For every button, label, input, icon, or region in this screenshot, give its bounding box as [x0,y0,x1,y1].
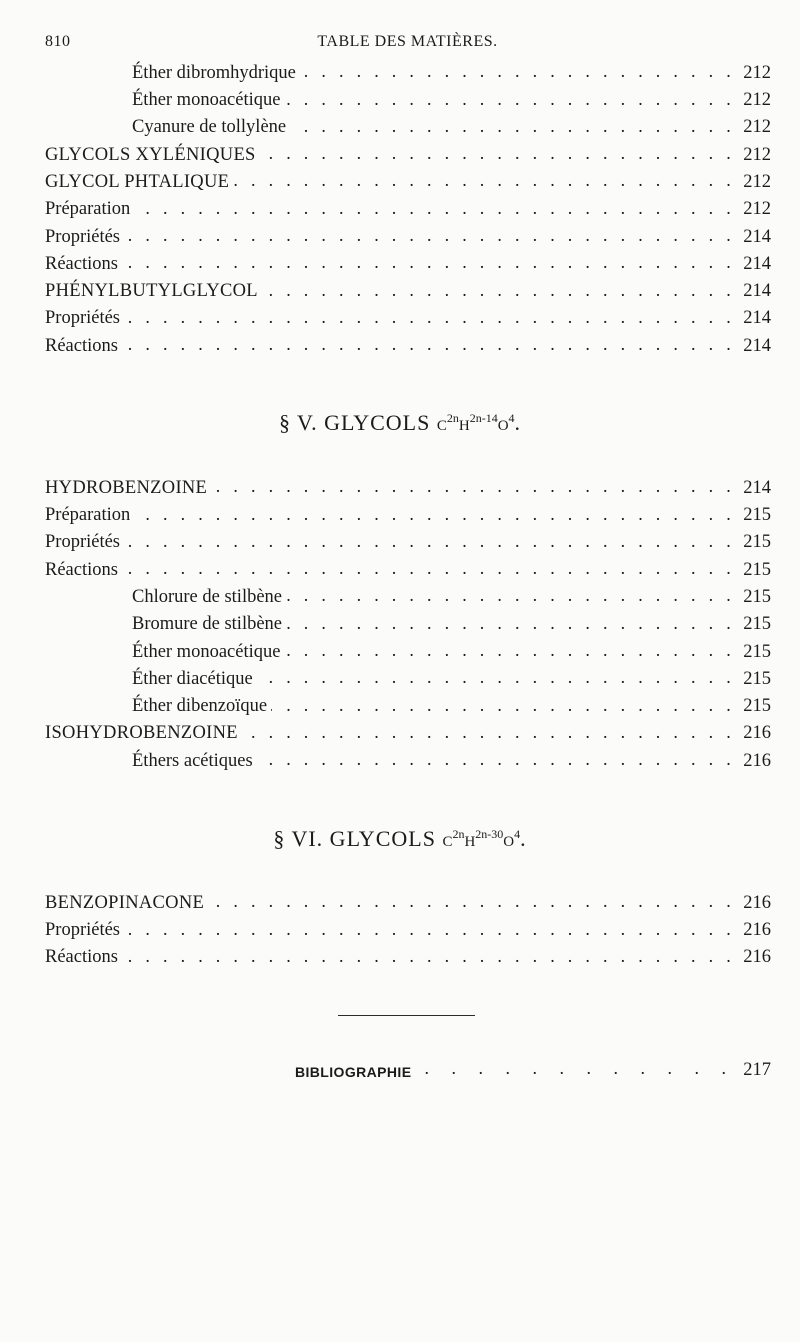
toc-entry-page: 215 [743,614,771,635]
toc-entry-page: 212 [743,117,771,138]
toc-entry-label: Réactions [45,253,118,274]
toc-entry-page: 214 [743,253,771,274]
toc-entry-page: 214 [743,226,771,247]
formula-c: C [436,418,447,434]
dot-leader [122,947,735,965]
page-header [45,33,770,55]
toc-entry[interactable] [45,137,771,164]
toc-entry[interactable] [45,328,771,355]
section-vi-prefix: § VI. GLYCOLS [273,826,443,851]
toc-entry-label: BIBLIOGRAPHIE [295,1064,412,1081]
dot-leader [124,226,735,244]
dot-leader [124,532,735,550]
toc-entry-label: GLYCOL PHTALIQUE [45,171,230,192]
toc-entry-label: ISOHYDROBENZOINE [45,723,238,744]
toc-entry-page: 216 [743,947,771,968]
toc-entry-label: Cyanure de tollylène [132,117,287,138]
toc-entry[interactable] [45,219,771,246]
toc-entry-page: 217 [743,1059,771,1080]
dot-leader [208,892,735,910]
toc-entry[interactable] [45,688,771,715]
dot-leader [242,723,735,741]
dot-leader [122,559,735,577]
dot-leader [415,1059,735,1077]
toc-entry-page: 216 [743,723,771,744]
toc-entry[interactable] [45,743,771,770]
toc-entry-page: 216 [743,920,771,941]
toc-entry-label: Éther diacétique [132,668,253,689]
toc-entry[interactable] [45,55,771,82]
toc-entry[interactable] [45,497,771,524]
toc-entry[interactable] [45,716,771,743]
toc-entry-label: HYDROBENZOINE [45,477,208,498]
section-vi-suffix: . [520,826,527,851]
toc-entry-page: 215 [743,668,771,689]
toc-entry-label: Propriétés [45,532,121,553]
toc-entry[interactable] [45,273,771,300]
section-heading-v [0,410,800,436]
toc-entry[interactable] [45,164,771,191]
section-heading-vi [0,826,800,852]
dot-leader [122,253,735,271]
toc-entry[interactable] [45,301,771,328]
dot-leader [260,144,735,162]
toc-entry-page: 212 [743,199,771,220]
dot-leader [286,586,735,604]
toc-entry-label: Préparation [45,505,131,526]
dot-leader [124,308,735,326]
formula-h: H [464,834,476,850]
dot-leader [122,335,735,353]
formula-h-sup: 2n-14 [469,411,498,425]
toc-entry-label: Réactions [45,335,118,356]
toc-block-top [45,55,771,355]
running-title: TABLE DES MATIÈRES. [317,33,498,50]
formula-c-sup: 2n [452,827,465,841]
toc-entry-page: 212 [743,62,771,83]
toc-entry-page: 215 [743,532,771,553]
formula-c-sup: 2n [446,411,459,425]
toc-entry[interactable] [45,470,771,497]
toc-entry-page: 215 [743,641,771,662]
dot-leader [211,477,735,495]
toc-entry-page: 214 [743,335,771,356]
toc-entry-label: Préparation [45,199,131,220]
toc-entry[interactable] [45,525,771,552]
toc-entry-label: Éther monoacétique [132,641,281,662]
toc-entry-page: 214 [743,308,771,329]
toc-entry-page: 215 [743,559,771,580]
section-v-formula [436,411,515,434]
toc-entry[interactable] [45,634,771,661]
dot-leader [257,668,735,686]
formula-c: C [442,834,453,850]
toc-entry[interactable] [45,82,771,109]
formula-o-sup: 4 [514,827,521,841]
bibliography-block [45,1052,771,1079]
divider-rule [338,1015,475,1016]
dot-leader [290,117,735,135]
toc-entry-label: Chlorure de stilbène [132,586,283,607]
toc-entry-label: Réactions [45,559,118,580]
dot-leader [233,171,735,189]
toc-entry-label: GLYCOLS XYLÉNIQUES [45,144,256,165]
toc-entry-label: Éther dibromhydrique [132,62,296,83]
toc-entry-label: Éther dibenzoïque [132,696,268,717]
section-v-suffix: . [514,410,522,435]
toc-entry-page: 215 [743,586,771,607]
section-v-prefix: § V. GLYCOLS [278,410,437,435]
toc-entry-page: 215 [743,505,771,526]
toc-block-vi [45,885,771,967]
toc-entry[interactable] [45,191,771,218]
toc-entry-label: Éther monoacétique [132,90,281,111]
dot-leader [124,920,735,938]
dot-leader [271,696,735,714]
toc-entry[interactable] [45,661,771,688]
toc-entry-page: 215 [743,696,771,717]
toc-block-v [45,470,771,770]
dot-leader [134,199,735,217]
formula-o-sup: 4 [508,411,515,425]
toc-entry-page: 216 [743,750,771,771]
toc-entry-page: 212 [743,171,771,192]
toc-entry[interactable] [45,579,771,606]
toc-entry[interactable] [45,940,771,967]
toc-entry-page: 212 [743,90,771,111]
toc-entry[interactable] [45,110,771,137]
toc-entry-page: 216 [743,892,771,913]
formula-h: H [458,418,470,434]
toc-entry-label: Éthers acétiques [132,750,253,771]
dot-leader [300,62,735,80]
toc-entry[interactable] [45,606,771,633]
toc-entry-label: BENZOPINACONE [45,892,205,913]
toc-entry[interactable] [45,552,771,579]
toc-entry-label: Propriétés [45,920,121,941]
toc-entry-label: Réactions [45,947,118,968]
formula-h-sup: 2n-30 [475,827,504,841]
dot-leader [257,750,735,768]
formula-o: O [503,834,515,850]
dot-leader [134,505,735,523]
toc-entry-label: PHÉNYLBUTYLGLYCOL [45,281,258,302]
dot-leader [284,90,735,108]
dot-leader [262,281,735,299]
toc-entry[interactable] [45,912,771,939]
toc-entry-page: 214 [743,477,771,498]
toc-entry[interactable] [45,246,771,273]
toc-entry-page: 214 [743,281,771,302]
section-vi-formula [442,827,521,850]
toc-entry-label: Propriétés [45,226,121,247]
page-number: 810 [45,33,71,50]
dot-leader [286,614,735,632]
toc-entry-label: Bromure de stilbène [132,614,283,635]
toc-entry[interactable] [45,885,771,912]
toc-entry-page: 212 [743,144,771,165]
toc-row-bibliography[interactable] [45,1052,771,1079]
dot-leader [284,641,735,659]
formula-o: O [497,418,509,434]
toc-entry-label: Propriétés [45,308,121,329]
